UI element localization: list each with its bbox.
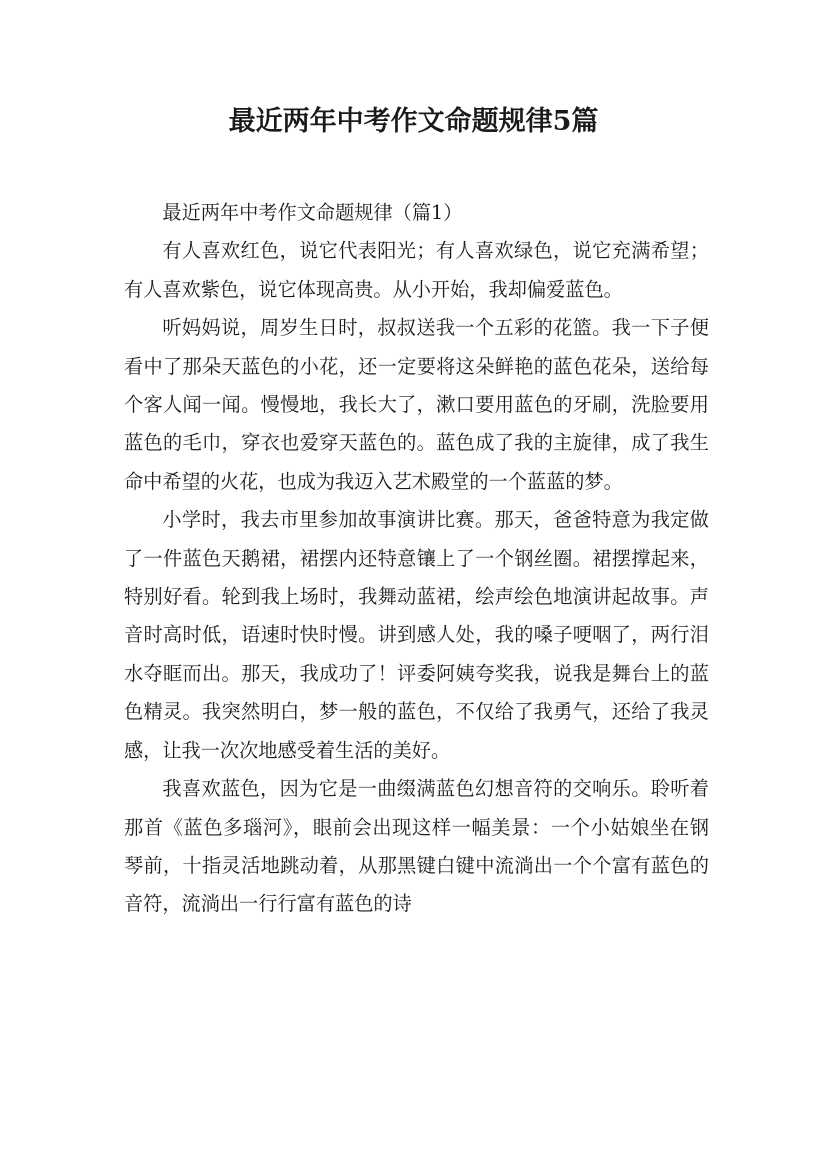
body-paragraph: 听妈妈说，周岁生日时，叔叔送我一个五彩的花篮。我一下子便看中了那朵天蓝色的小花，还一定要将这朵鲜艳的蓝色花朵，送给每个客人闻一闻。慢慢地，我长大了，漱口要用蓝色的牙刷，洗脸要用蓝色的毛巾，穿衣也爱穿天蓝色的。蓝色成了我的主旋律，成了我生命中希望的火花，也成为我迈入艺术殿堂的一个蓝蓝的梦。 (124, 316, 709, 493)
body-paragraph: 小学时，我去市里参加故事演讲比赛。那天，爸爸特意为我定做了一件蓝色天鹅裙，裙摆内还特意镶上了一个钢丝圈。裙摆撑起来，特别好看。轮到我上场时，我舞动蓝裙，绘声绘色地演讲起故事。声音时高时低，语速时快时慢。讲到感人处，我的嗓子哽咽了，两行泪水夺眶而出。那天，我成功了！评委阿姨夸奖我，说我是舞台上的蓝色精灵。我突然明白，梦一般的蓝色，不仅给了我勇气，还给了我灵感，让我一次次地感受着生活的美好。 (124, 508, 709, 762)
body-paragraph: 有人喜欢红色，说它代表阳光；有人喜欢绿色，说它充满希望；有人喜欢紫色，说它体现高贵。从小开始，我却偏爱蓝色。 (124, 239, 709, 301)
document-title: 最近两年中考作文命题规律5篇 (228, 106, 599, 137)
document-body (124, 194, 709, 924)
section-heading: 最近两年中考作文命题规律（篇1） (162, 201, 463, 224)
body-paragraph: 我喜欢蓝色，因为它是一曲缀满蓝色幻想音符的交响乐。聆听着那首《蓝色多瑙河》，眼前会出现这样一幅美景：一个小姑娘坐在钢琴前，十指灵活地跳动着，从那黑键白键中流淌出一个个富有蓝色的音符，流淌出一行行富有蓝色的诗 (124, 777, 709, 916)
